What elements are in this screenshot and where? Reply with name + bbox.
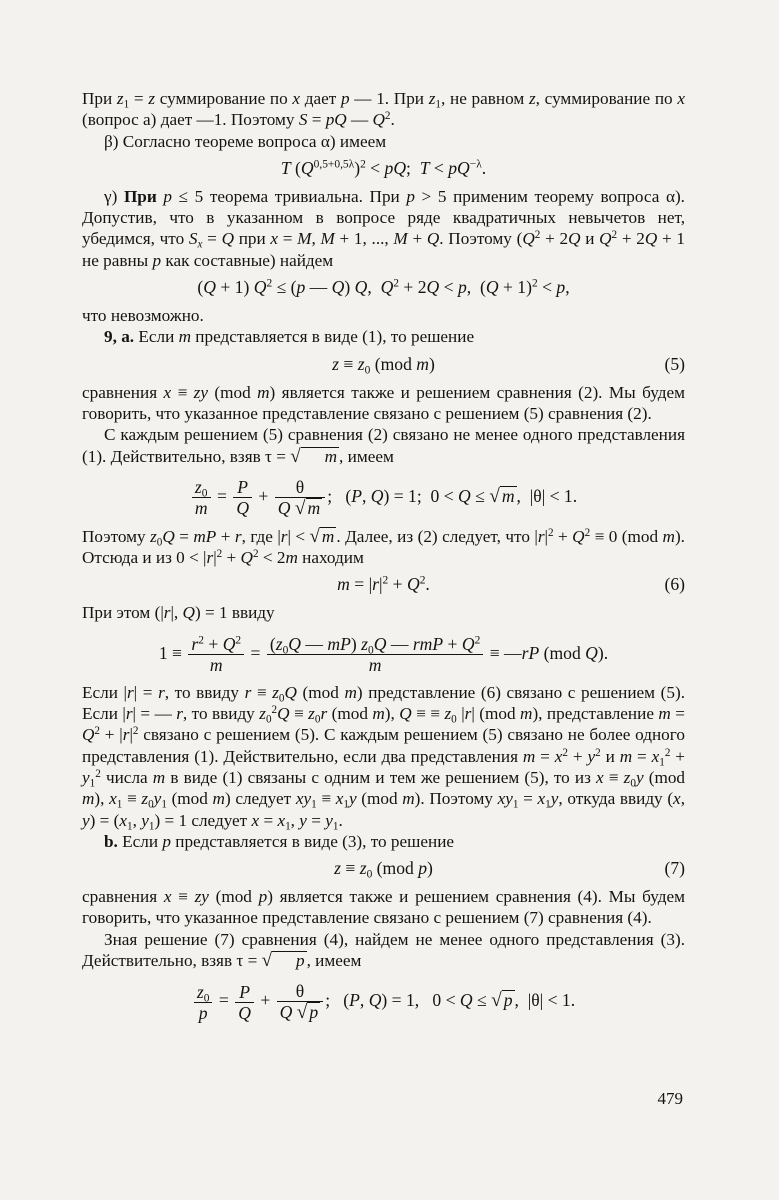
formula: $z \equiv z_0$ (mod p) (7) bbox=[334, 858, 685, 881]
text-paragraph: При $z_1 = z$ суммирование по x дает p — 1. При $z_1$, не равном z, суммирование по x (вопрос a) дает —1. Поэтому S = pQ — $Q^2$. bbox=[82, 89, 685, 130]
formula: $\frac{z_0}{p}$ = $\frac{P}{Q}$ + $\frac{\theta}{Q √ p}$ ; (P, Q) = 1, 0 < Q ≤ √ p , |θ| < 1. bbox=[82, 977, 685, 1024]
formula: $z \equiv z_0$ (mod m) (5) bbox=[332, 353, 685, 377]
text-paragraph: Если |r| = r, то ввиду $r \equiv z_0Q$ (mod m) представление (6) связано с решением (5). Если |r| = — r, то ввиду $z_0^2Q \equiv z_0r$ (mod m), Q ≡ ≡ $z_0$ |r| (mod m), представление $m = Q^2 + |r|^2$ связано с решением (5). С каждым решением (5) связано не более одного представления (1). Действительно, если два представления $m = x^2 + y^2$ и $m = x_1^2 + y_1^2$ числа m в виде (1) связаны с одним и тем же решением (5), то из $x \equiv z_0y$ (mod m), $x_1 \equiv z_0y_1$ (mod m) следует $xy_1 \equiv x_1y$ (mod m). Поэтому $xy_1 = x_1y$, откуда ввиду (x, $y) = (x_1$, $y_1) = 1$ следует $x = x_1$, $y = y_1$. bbox=[82, 682, 686, 832]
formula: T $(Q^{0,5+0,5\lambda})^2$ < pQ; $T < pQ^{-\lambda}$. bbox=[280, 157, 487, 178]
equation-number: (5) bbox=[664, 353, 685, 374]
formula: 1 ≡ $\frac{r^2 + Q^2}{m}$ = $\frac{(z_0Q — mP) z_0Q — rmP + Q^2}{m}$ ≡ —rP (mod Q). bbox=[158, 634, 609, 676]
text-paragraph: С каждым решением (5) сравнения (2) связано не менее одного представления (1). Действительно, взяв τ = √ m , имеем bbox=[82, 425, 685, 467]
equation-number: (7) bbox=[664, 858, 685, 879]
formula: $\frac{z_0}{m}$ = $\frac{P}{Q}$ + $\frac{\theta}{Q √ m}$ ; (P, Q) = 1; 0 < Q ≤ √ m , |θ| < 1. bbox=[82, 473, 685, 520]
text-paragraph: 9, a. Если m представляется в виде (1), то решение bbox=[104, 327, 475, 347]
text-paragraph: При этом (|r|, Q) = 1 ввиду bbox=[82, 603, 275, 623]
text-paragraph: β) Согласно теореме вопроса α) имеем bbox=[104, 131, 387, 151]
text-paragraph: b. Если p представляется в виде (3), то решение bbox=[104, 831, 455, 851]
text-paragraph: γ) При p ≤ 5 теорема тривиальна. При p > 5 применим теорему вопроса α). Допустив, что в указанном в вопросе ряде квадратичных невычетов нет, убедимся, что $S_x = Q$ при x = M, M + 1, ..., M + Q. Поэтому ($Q^2 + 2Q$ и $Q^2 + 2Q + 1$ не равны p как составные) найдем bbox=[82, 186, 685, 270]
formula: $m = |r|^2 + Q^2$. (6) bbox=[337, 574, 685, 595]
formula: (Q + 1) $Q^2 \le (p$ — Q) Q, $Q^2 + 2Q < p$, $(Q + 1)^2 < p$, bbox=[197, 277, 570, 298]
page-number: 479 bbox=[657, 1089, 683, 1108]
text-paragraph: сравнения x ≡ zy (mod p) является также и решением сравнения (4). Мы будем говорить, что указанное представление связано с решением (7) сравнения (4). bbox=[82, 887, 685, 928]
text-paragraph: Зная решение (7) сравнения (4), найдем не менее одного представления (3). Действительно, взяв τ = √ p , имеем bbox=[82, 929, 685, 972]
text-paragraph: что невозможно. bbox=[82, 306, 204, 326]
equation-number: (6) bbox=[664, 574, 685, 595]
text-paragraph: Поэтому $z_0Q$ = mP + r, где |r| < √ m . Далее, из (2) следует, что $|r|^2 + Q^2 \equiv 0$ (mod m). Отсюда и из $0 < |r|^2 + Q^2 < 2m$ находим bbox=[82, 525, 685, 568]
text-paragraph: сравнения x ≡ zy (mod m) является также и решением сравнения (2). Мы будем говорить, что указанное представление связано с решением (5) сравнения (2). bbox=[82, 382, 685, 423]
